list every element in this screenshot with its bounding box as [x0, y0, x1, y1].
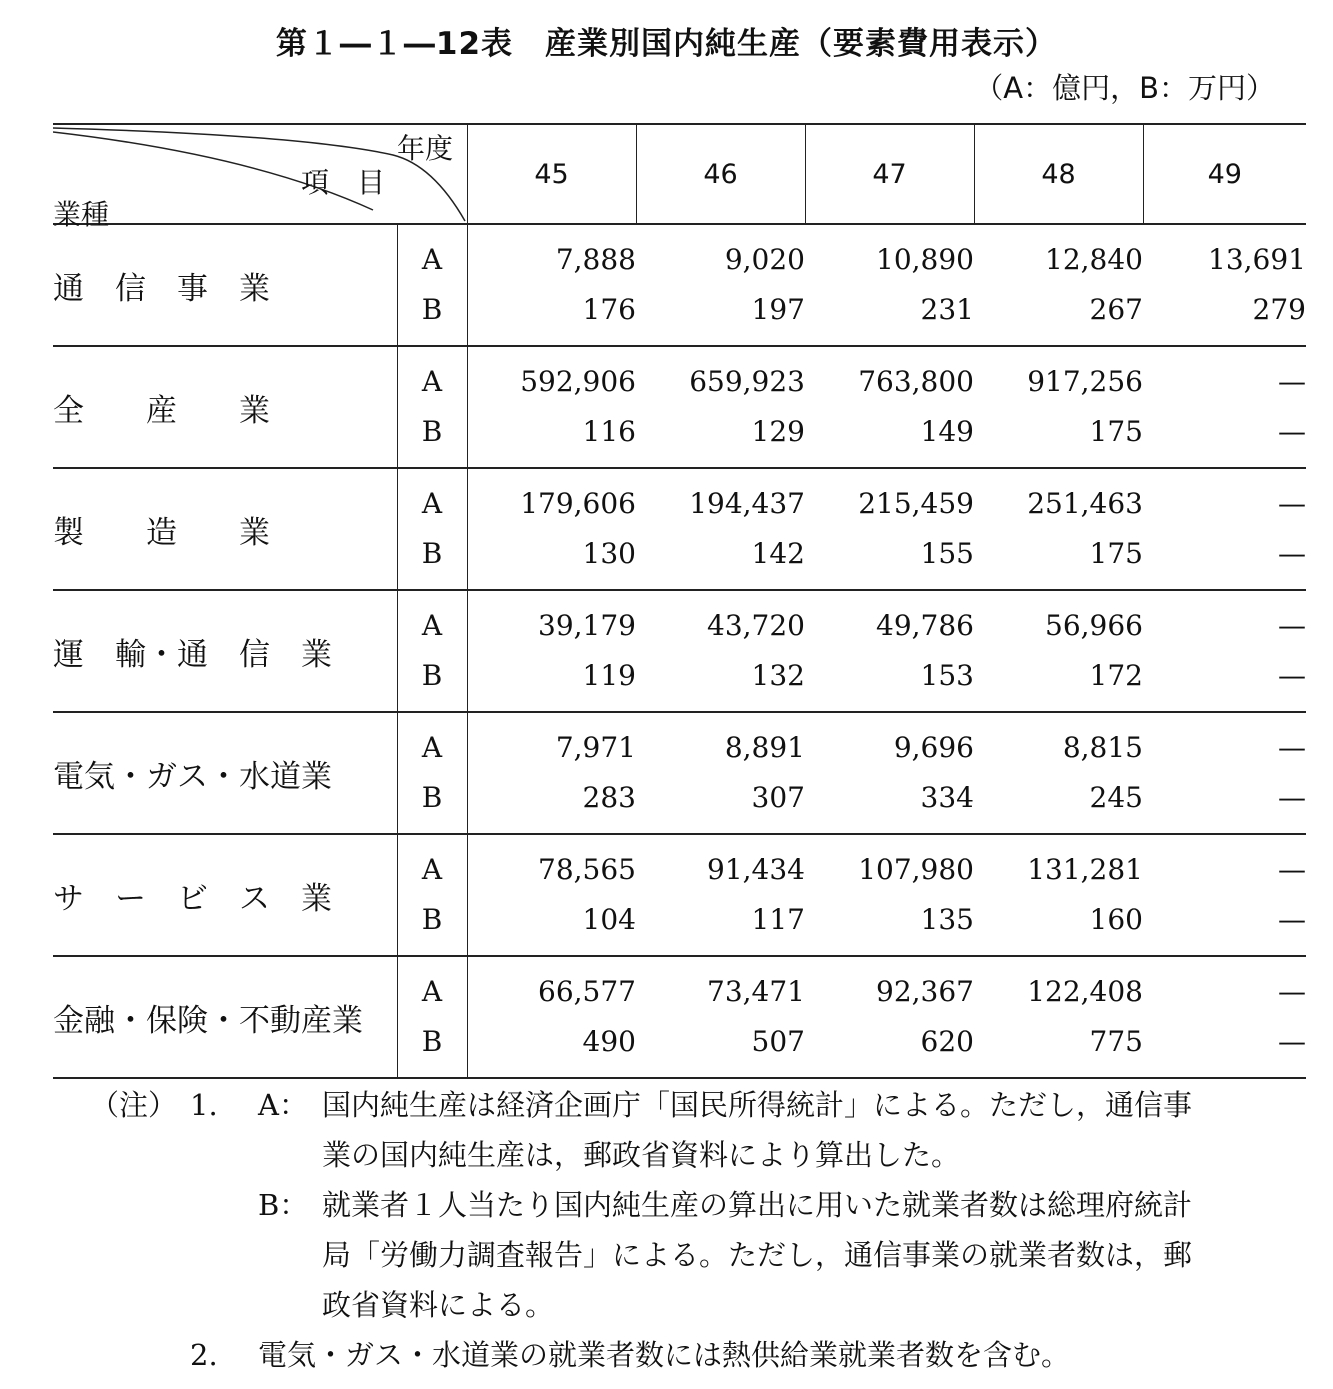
value-a: 215,459 [858, 487, 974, 520]
value-a: — [1278, 609, 1306, 642]
value-b: 104 [582, 903, 636, 936]
value-a: 7,888 [555, 243, 636, 276]
table-row [53, 590, 1306, 712]
header-row [53, 124, 1306, 224]
year-header: 46 [636, 124, 805, 224]
value-b: — [1278, 537, 1306, 570]
value-a: 122,408 [1027, 975, 1143, 1008]
unit-note: （A：億円，B：万円） [974, 71, 1275, 105]
value-a: 917,256 [1027, 365, 1143, 398]
industry-name: 運 輸・通 信 業 [53, 590, 397, 712]
row-label-a: A [421, 853, 443, 886]
value-b: — [1278, 415, 1306, 448]
value-b: 153 [920, 659, 974, 692]
industry-name: 金融・保険・不動産業 [53, 956, 397, 1078]
row-label-a: A [421, 243, 443, 276]
value-a: 194,437 [689, 487, 805, 520]
table-row [53, 468, 1306, 590]
value-b: 283 [582, 781, 636, 814]
value-b: 172 [1089, 659, 1143, 692]
row-label-b: B [421, 415, 443, 448]
value-b: 160 [1089, 903, 1143, 936]
note-1a-line1 [90, 1080, 1315, 1130]
table-row [53, 712, 1306, 834]
value-b: 245 [1089, 781, 1143, 814]
value-b: — [1278, 781, 1306, 814]
value-a: 107,980 [858, 853, 974, 886]
corner-item-label: 項 目 [301, 166, 386, 199]
note-a-text: 業の国内純生産は，郵政省資料により算出した。 [322, 1138, 961, 1172]
value-b: 620 [920, 1025, 974, 1058]
year-header: 45 [467, 124, 636, 224]
table-title: 第１―１―12表 産業別国内純生産（要素費用表示） [275, 26, 1058, 62]
value-a: 49,786 [876, 609, 974, 642]
value-b: — [1278, 659, 1306, 692]
data-table [53, 123, 1306, 1079]
row-label-b: B [421, 659, 443, 692]
value-b: — [1278, 903, 1306, 936]
table-row [53, 834, 1306, 956]
value-b: 130 [582, 537, 636, 570]
value-b: 175 [1089, 537, 1143, 570]
value-a: 7,971 [555, 731, 636, 764]
value-b: 775 [1089, 1025, 1143, 1058]
row-label-b: B [421, 1025, 443, 1058]
industry-name: 通 信 事 業 [53, 224, 397, 346]
value-a: — [1278, 975, 1306, 1008]
industry-name: 全 産 業 [53, 346, 397, 468]
row-label-b: B [421, 293, 443, 326]
value-a: 592,906 [520, 365, 636, 398]
value-a: 10,890 [876, 243, 974, 276]
year-header: 48 [974, 124, 1143, 224]
value-a: 9,020 [724, 243, 805, 276]
value-a: 56,966 [1045, 609, 1143, 642]
value-b: 279 [1252, 293, 1306, 326]
value-a: 66,577 [538, 975, 636, 1008]
value-b: 142 [751, 537, 805, 570]
value-a: — [1278, 853, 1306, 886]
corner-industry-label: 業種 [53, 198, 110, 231]
value-b: 176 [582, 293, 636, 326]
value-b: 490 [582, 1025, 636, 1058]
value-b: 307 [751, 781, 805, 814]
value-a: — [1278, 365, 1306, 398]
note-b-text: 就業者１人当たり国内純生産の算出に用いた就業者数は総理府統計 [322, 1188, 1193, 1222]
value-b: — [1278, 1025, 1306, 1058]
value-a: 73,471 [707, 975, 805, 1008]
value-b: 119 [582, 659, 636, 692]
note-a-text: 国内純生産は経済企画庁「国民所得統計」による。ただし，通信事 [322, 1088, 1193, 1122]
value-b: 197 [751, 293, 805, 326]
note-a-mark: A： [258, 1088, 308, 1122]
year-header: 49 [1143, 124, 1306, 224]
value-b: 507 [751, 1025, 805, 1058]
value-b: 267 [1089, 293, 1143, 326]
row-label-a: A [421, 975, 443, 1008]
value-a: — [1278, 731, 1306, 764]
value-a: 9,696 [893, 731, 974, 764]
value-a: 8,815 [1062, 731, 1143, 764]
row-label-a: A [421, 731, 443, 764]
value-b: 117 [751, 903, 805, 936]
value-a: 659,923 [689, 365, 805, 398]
value-a: 12,840 [1045, 243, 1143, 276]
notes-section [90, 1080, 1315, 1380]
value-b: 334 [920, 781, 974, 814]
table-row [53, 346, 1306, 468]
note-2-text: 電気・ガス・水道業の就業者数には熱供給業就業者数を含む。 [258, 1338, 1071, 1372]
note-number: 1. [190, 1088, 218, 1122]
value-a: 131,281 [1027, 853, 1143, 886]
value-b: 155 [920, 537, 974, 570]
row-label-a: A [421, 365, 443, 398]
year-header: 47 [805, 124, 974, 224]
note-b-text: 政省資料による。 [322, 1288, 555, 1322]
value-a: 13,691 [1208, 243, 1306, 276]
row-label-a: A [421, 609, 443, 642]
value-a: 251,463 [1027, 487, 1143, 520]
value-b: 132 [751, 659, 805, 692]
value-b: 129 [751, 415, 805, 448]
value-b: 149 [920, 415, 974, 448]
industry-name: 電気・ガス・水道業 [53, 712, 397, 834]
value-a: 92,367 [876, 975, 974, 1008]
row-label-b: B [421, 537, 443, 570]
row-label-b: B [421, 903, 443, 936]
value-a: 91,434 [707, 853, 805, 886]
note-b-mark: B： [258, 1188, 309, 1222]
header-corner [53, 124, 467, 231]
value-a: — [1278, 487, 1306, 520]
value-a: 39,179 [538, 609, 636, 642]
value-a: 43,720 [707, 609, 805, 642]
industry-name: 製 造 業 [53, 468, 397, 590]
value-a: 763,800 [858, 365, 974, 398]
note-b-text: 局「労働力調査報告」による。ただし，通信事業の就業者数は，郵 [322, 1238, 1193, 1272]
value-b: 175 [1089, 415, 1143, 448]
value-b: 231 [920, 293, 974, 326]
value-a: 8,891 [724, 731, 805, 764]
value-b: 135 [920, 903, 974, 936]
row-label-a: A [421, 487, 443, 520]
value-a: 78,565 [538, 853, 636, 886]
value-a: 179,606 [520, 487, 636, 520]
value-b: 116 [582, 415, 636, 448]
row-label-b: B [421, 781, 443, 814]
table-row [53, 224, 1306, 346]
corner-year-label: 年度 [397, 132, 454, 165]
note-number: 2. [190, 1338, 218, 1372]
table-row [53, 956, 1306, 1078]
industry-name: サ ー ビ ス 業 [53, 834, 397, 956]
data-table-container [53, 123, 1306, 1079]
notes-prefix: （注） [90, 1088, 178, 1122]
